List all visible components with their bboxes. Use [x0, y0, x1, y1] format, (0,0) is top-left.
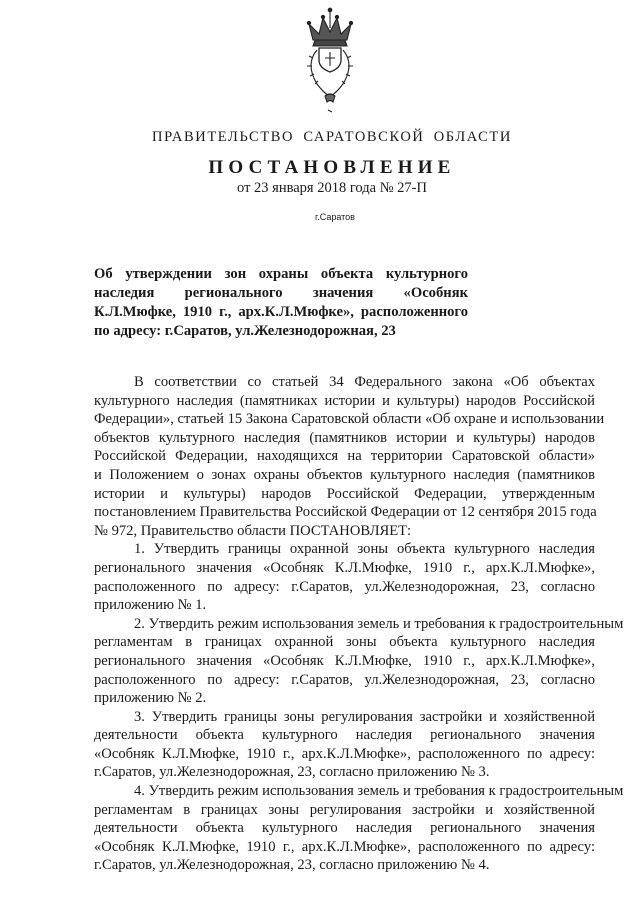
preamble-line: истории и культуры) народов Российской Федерации, утвержденным — [94, 485, 595, 502]
item-2-line: регионального значения «Особняк К.Л.Мюфке, 1910 г., арх.К.Л.Мюфке», — [94, 652, 595, 669]
item-1-line: регионального значения «Особняк К.Л.Мюфке, 1910 г., арх.К.Л.Мюфке», — [94, 559, 595, 576]
document-date-number: от 23 января 2018 года № 27-П — [237, 180, 427, 196]
item-4-line: 4. Утвердить режим использования земель и требования к градостроительным — [134, 783, 624, 800]
preamble-line: № 972, Правительство области ПОСТАНОВЛЯЕТ: — [94, 522, 412, 539]
title-line: наследия регионального значения «Особняк — [94, 285, 468, 301]
document-body — [94, 373, 624, 875]
government-name: ПРАВИТЕЛЬСТВО САРАТОВСКОЙ ОБЛАСТИ — [152, 129, 512, 145]
item-4-line: деятельности объекта культурного наследия регионального значения — [94, 820, 595, 837]
item-3-line: деятельности объекта культурного наследия регионального значения — [94, 727, 595, 744]
item-1-line: расположенного по адресу: г.Саратов, ул.Железнодорожная, 23, согласно — [94, 578, 595, 595]
title-line: по адресу: г.Саратов, ул.Железнодорожная, 23 — [94, 323, 396, 339]
preamble-line: постановлением Правительства Российской Федерации от 12 сентября 2015 года — [94, 504, 597, 521]
item-3-line: 3. Утвердить границы зоны регулирования застройки и хозяйственной — [134, 708, 595, 725]
item-1-line: 1. Утвердить границы охранной зоны объекта культурного наследия — [134, 541, 595, 558]
item-2-line: 2. Утвердить режим использования земель и требования к градостроительным — [134, 615, 624, 632]
preamble-line: Российской Федерации, находящихся на территории Саратовской области» — [94, 448, 595, 465]
title-line: Об утверждении зон охраны объекта культурного — [94, 266, 468, 282]
preamble-line: В соответствии со статьей 34 Федерального закона «Об объектах — [134, 374, 595, 390]
title-line: К.Л.Мюфке, 1910 г., арх.К.Л.Мюфке», расположенного — [94, 304, 468, 320]
item-1-line: приложению № 1. — [94, 597, 207, 614]
item-2-line: приложению № 2. — [94, 690, 207, 707]
item-4-line: г.Саратов, ул.Железнодорожная, 23, согласно приложению № 4. — [94, 857, 490, 874]
document-city: г.Саратов — [315, 212, 355, 222]
preamble-line: и Положением о зонах охраны объектов культурного наследия (памятников — [94, 466, 595, 483]
item-4-line: регламентам в границах зоны регулирования застройки и хозяйственной — [94, 801, 595, 818]
item-2-line: регламентам в границах охранной зоны объекта культурного наследия — [94, 634, 595, 651]
item-4-line: «Особняк К.Л.Мюфке, 1910 г., арх.К.Л.Мюфке», расположенного по адресу: — [94, 838, 595, 855]
preamble-line: объектов культурного наследия (памятников истории и культуры) народов — [94, 429, 595, 446]
preamble-line: культурного наследия (памятниках истории и культуры) народов Российской — [94, 392, 595, 409]
document-title — [94, 265, 468, 341]
preamble-line: Федерации», статьей 15 Закона Саратовской области «Об охране и использовании — [94, 411, 605, 428]
coat-of-arms-emblem-icon — [295, 6, 365, 116]
item-3-line: «Особняк К.Л.Мюфке, 1910 г., арх.К.Л.Мюфке», расположенного по адресу: — [94, 745, 595, 762]
item-3-line: г.Саратов, ул.Железнодорожная, 23, согласно приложению № 3. — [94, 764, 490, 781]
item-2-line: расположенного по адресу: г.Саратов, ул.Железнодорожная, 23, согласно — [94, 671, 595, 688]
document-type: ПОСТАНОВЛЕНИЕ — [208, 157, 456, 178]
